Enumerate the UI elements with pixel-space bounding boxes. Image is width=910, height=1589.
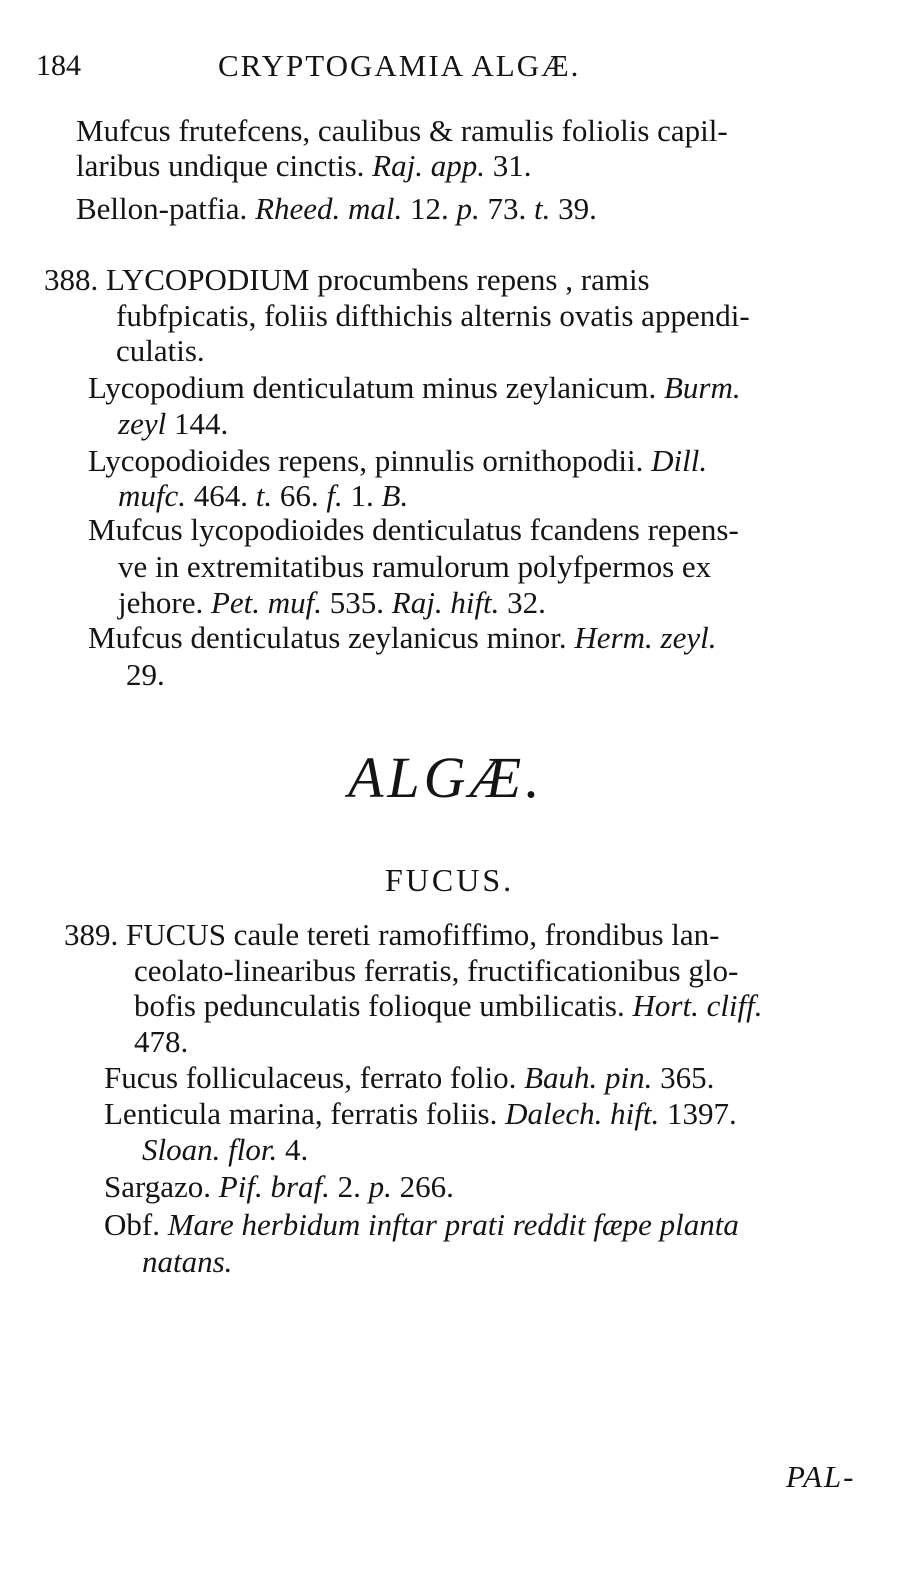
text-line (88, 443, 707, 479)
line-text: 388. (44, 262, 106, 297)
entry-388-heading (44, 262, 650, 298)
citation-text: t. (255, 478, 273, 513)
line-text: 464. (186, 478, 256, 513)
line-text: laribus undique cinctis. (76, 148, 373, 183)
citation-text: Pif. braf. (218, 1169, 330, 1204)
line-text: Lycopodium denticulatum minus zeylanicum. (88, 370, 664, 405)
line-text: 1397. (659, 1096, 737, 1131)
text-line (116, 298, 750, 334)
citation-text: B. (381, 478, 409, 513)
text-line (118, 585, 546, 621)
citation-text: Herm. zeyl. (574, 620, 717, 655)
line-text: Mufcus lycopodioides denticulatus fcandens repens- (88, 512, 739, 547)
line-text: Mufcus frutefcens, caulibus & ramulis foliolis capil- (76, 113, 728, 148)
text-line (134, 953, 738, 989)
line-text: bofis pedunculatis folioque umbilicatis. (134, 988, 633, 1023)
line-text: Bellon-patfia. (76, 191, 256, 226)
line-text: Lenticula marina, ferratis foliis. (104, 1096, 506, 1131)
line-text: 2. (329, 1169, 369, 1204)
line-text: 31. (484, 148, 532, 183)
text-line (116, 333, 205, 369)
line-text: 144. (166, 406, 229, 441)
text-line (126, 657, 165, 693)
text-line (104, 1060, 714, 1096)
line-text: fubfpicatis, foliis difthichis alternis ovatis appendi- (116, 298, 750, 333)
page-number: 184 (36, 49, 81, 82)
line-text: Fucus folliculaceus, ferrato folio. (104, 1060, 525, 1095)
line-text: 266. (391, 1169, 454, 1204)
text-line (76, 148, 531, 184)
catchword: PAL- (786, 1459, 856, 1494)
line-text: LYCOPODIUM procumbens repens , ramis (106, 262, 650, 297)
line-text: 478. (134, 1024, 189, 1059)
line-text: 39. (550, 191, 597, 226)
citation-text: natans. (142, 1244, 233, 1279)
line-text: 32. (499, 585, 546, 620)
line-text: 4. (277, 1132, 309, 1167)
text-line (76, 113, 728, 149)
line-text: Sargazo. (104, 1169, 219, 1204)
line-text: 73. (479, 191, 535, 226)
line-text: ceolato-linearibus ferratis, fructificationibus glo- (134, 953, 739, 988)
line-text: 12. (402, 191, 457, 226)
text-line (142, 1244, 232, 1280)
text-line (118, 478, 408, 514)
line-text: Obf. (104, 1207, 168, 1242)
text-line (118, 549, 711, 585)
citation-text: Dill. (651, 443, 708, 478)
section-heading: ALGÆ. (348, 745, 544, 810)
line-text: 535. (322, 585, 392, 620)
line-text: 66. (272, 478, 327, 513)
citation-text: Mare herbidum inftar prati reddit fæpe planta (167, 1207, 739, 1242)
line-text: 29. (126, 657, 165, 692)
text-line (104, 1169, 454, 1205)
citation-text: Hort. cliff. (632, 988, 763, 1023)
running-title: CRYPTOGAMIA ALGÆ. (218, 48, 581, 83)
genus-heading: FUCUS. (385, 862, 515, 898)
text-line (104, 1096, 737, 1132)
text-line (88, 512, 739, 548)
line-text: 365. (652, 1060, 715, 1095)
citation-text: Pet. muf. (210, 585, 323, 620)
line-text: FUCUS caule tereti ramofiffimo, frondibus lan- (126, 917, 720, 952)
citation-text: t. (534, 191, 551, 226)
citation-text: Raj. app. (372, 148, 485, 183)
line-text: Mufcus denticulatus zeylanicus minor. (88, 620, 575, 655)
citation-text: Bauh. pin. (524, 1060, 653, 1095)
text-line (76, 191, 597, 227)
citation-text: zeyl (118, 406, 167, 441)
text-line (104, 1207, 739, 1243)
citation-text: Burm. (663, 370, 741, 405)
line-text: jehore. (118, 585, 211, 620)
line-text: ve in extremitatibus ramulorum polyfpermos ex (118, 549, 712, 584)
entry-389-heading (64, 917, 719, 953)
citation-text: Sloan. flor. (142, 1132, 278, 1167)
text-line (118, 406, 228, 442)
citation-text: Rheed. mal. (255, 191, 403, 226)
citation-text: p. (368, 1169, 392, 1204)
text-line (88, 370, 741, 406)
citation-text: mufc. (118, 478, 187, 513)
text-line (134, 988, 763, 1024)
line-text: 1. (342, 478, 382, 513)
text-line (134, 1024, 188, 1060)
citation-text: Dalech. hift. (505, 1096, 660, 1131)
text-line (88, 620, 716, 656)
line-text: culatis. (116, 333, 205, 368)
line-text: Lycopodioides repens, pinnulis ornithopodii. (88, 443, 652, 478)
line-text: 389. (64, 917, 126, 952)
citation-text: Raj. hift. (391, 585, 500, 620)
citation-text: f. (326, 478, 343, 513)
text-line (142, 1132, 308, 1168)
citation-text: p. (456, 191, 480, 226)
